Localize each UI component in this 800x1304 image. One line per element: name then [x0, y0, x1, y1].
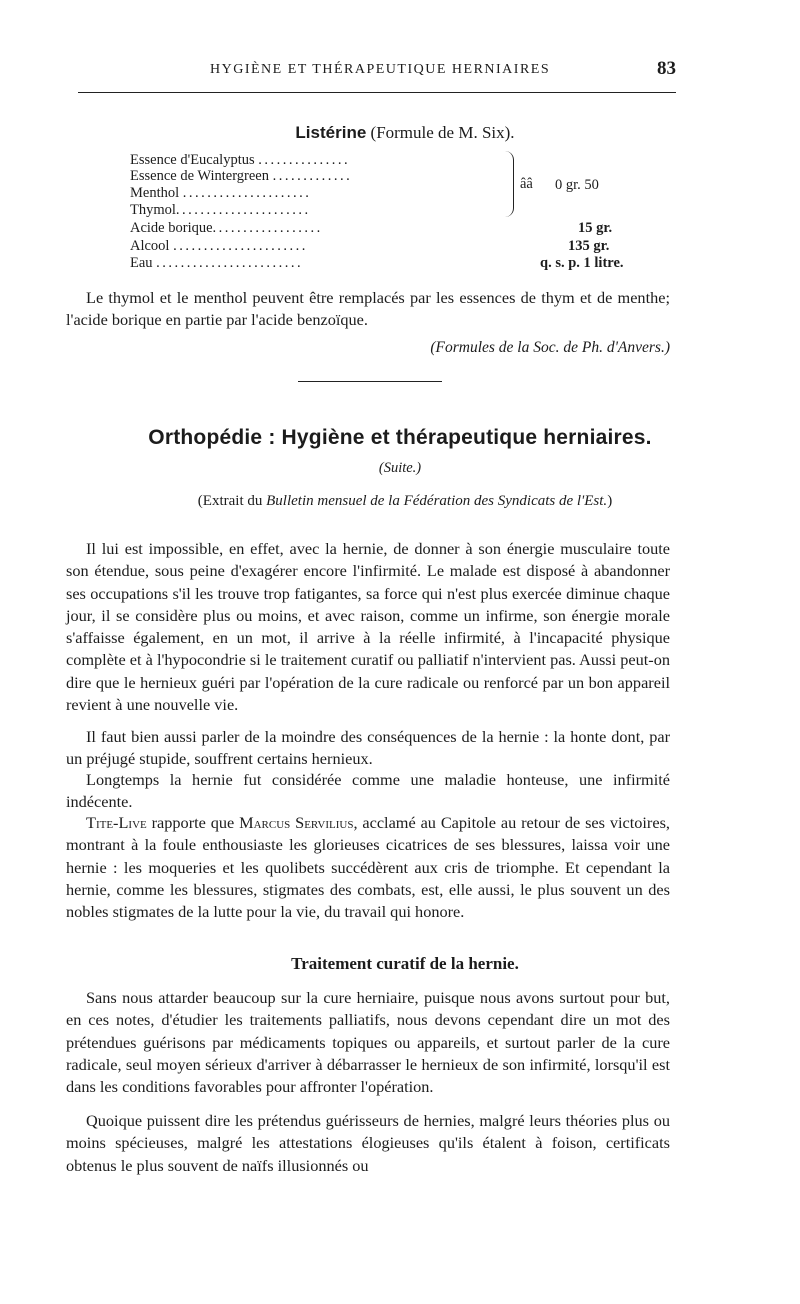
formula-title-name: Listérine — [295, 123, 367, 142]
ingredient-line — [130, 219, 323, 237]
person-name: Tite-Live — [86, 813, 147, 832]
paragraph: Quoique puissent dire les prétendus guérisseurs de hernies, malgré leurs théories plus ou moins spécieuses, malgré les attestations élogieuses qu'ils étalent à foison, certificats obtenus le plus souvent de naïfs illusionnés ou — [66, 1111, 670, 1175]
leader-dots: ..................... — [182, 185, 312, 201]
running-header — [60, 58, 676, 84]
page-number: 83 — [657, 58, 676, 79]
extrait-journal: Bulletin mensuel de la Fédération des Syndicats de l'Est. — [266, 493, 608, 509]
ingredient-line — [130, 184, 311, 202]
leader-dots: ...................... — [175, 202, 311, 218]
header-rule — [78, 92, 676, 93]
aa-quantity: 0 gr. 50 — [555, 177, 599, 193]
leader-dots: ............. — [272, 168, 353, 184]
article-title: Orthopédie : Hygiène et thérapeutique herniaires. — [148, 426, 652, 449]
quantity: 135 gr. — [568, 238, 610, 254]
formula-title — [0, 123, 800, 143]
ingredient-line — [130, 201, 311, 219]
ingredient-line — [130, 167, 352, 185]
extrait-prefix: (Extrait du — [197, 493, 267, 509]
quantity: 15 gr. — [578, 220, 613, 236]
leader-dots: .................. — [212, 220, 323, 236]
paragraph: Sans nous attarder beaucoup sur la cure herniaire, puisque nous avons surtout pour but, en ces notes, d'étudier les traitements palliatifs, nous devons cependant dire un mot des prétendues guérisons par médicaments topiques ou appareils, et surtout parler de la cure radicale, seul moyen sérieux d'arriver à débarrasser le hernieux de son infirmité, lorsqu'il est dans les conditions favorables pour affronter l'opération. — [66, 988, 670, 1097]
ingredient-name: Thymol — [130, 202, 176, 218]
ingredient-name: Acide borique — [130, 220, 213, 236]
extrait-suffix: ) — [607, 493, 613, 509]
ingredient-name: Alcool — [130, 238, 170, 254]
article-source-line — [0, 493, 800, 510]
ingredient-name: Menthol — [130, 185, 180, 201]
paragraph: Longtemps la hernie fut considérée comme une maladie honteuse, une infirmité indécente. — [66, 770, 670, 812]
paragraph-text: rapporte que — [146, 813, 240, 832]
paragraph: Il faut bien aussi parler de la moindre des conséquences de la hernie : la honte dont, par un préjugé stupide, souffrent certains hernieux. — [66, 727, 670, 769]
grouping-brace — [505, 151, 514, 217]
aa-marker: ââ — [520, 176, 533, 192]
running-title: HYGIÈNE ET THÉRAPEUTIQUE HERNIAIRES — [210, 62, 551, 77]
ingredient-name: Eau — [130, 255, 153, 271]
subheading: Traitement curatif de la hernie. — [291, 954, 519, 973]
formula-source: (Formules de la Soc. de Ph. d'Anvers.) — [430, 339, 670, 356]
formula-note: Le thymol et le menthol peuvent être remplacés par les essences de thym et de menthe; l'acide borique en partie par l'acide benzoïque. — [66, 288, 670, 330]
leader-dots: ............... — [258, 152, 351, 168]
paragraph: Il lui est impossible, en effet, avec la hernie, de donner à son énergie musculaire toute son étendue, sous peine d'exagérer encore l'infirmité. Le malade est disposé à abandonner ses occupations s'il les trouve trop fatigantes, sa force qui n'est plus exercée diminue chaque jour, il se considère plus ou moins, et avec raison, comme un infirme, son énergie morale s'affaisse également, en un mot, il arrive à la réelle infirmité, à l'incapacité physique complète et à l'hypocondrie si le traitement curatif ou palliatif n'intervient pas. Aussi peut-on dire que le hernieux guéri par l'opération de la cure radicale ou renforcé par un bon appareil revient à une nouvelle vie. — [66, 539, 670, 715]
section-divider — [298, 381, 442, 382]
leader-dots: ...................... — [173, 238, 308, 254]
paragraph — [66, 812, 670, 923]
article-suite: (Suite.) — [378, 460, 422, 476]
ingredient-name: Essence d'Eucalyptus — [130, 152, 255, 168]
ingredient-line — [130, 237, 308, 255]
quantity: q. s. p. 1 litre. — [540, 255, 624, 271]
paragraph-text: , acclamé au Capitole au retour de ses victoires, montrant à la foule enthousiaste les glorieuses cicatrices de ses blessures, laissa voir une hernie : les moqueries et les quolibets succédèrent aux cris de triomphe. Et cependant la hernie, comme les blessures, stigmates des combats, est, elle aussi, le plus souvent un des nobles stigmates de la lutte pour la vie, du travail qui honore. — [66, 813, 670, 922]
formula-title-attribution: (Formule de M. Six). — [366, 123, 515, 142]
ingredient-name: Essence de Wintergreen — [130, 168, 269, 184]
ingredient-line — [130, 254, 303, 272]
person-name: Marcus Servilius — [239, 813, 354, 832]
leader-dots: ........................ — [156, 255, 304, 271]
